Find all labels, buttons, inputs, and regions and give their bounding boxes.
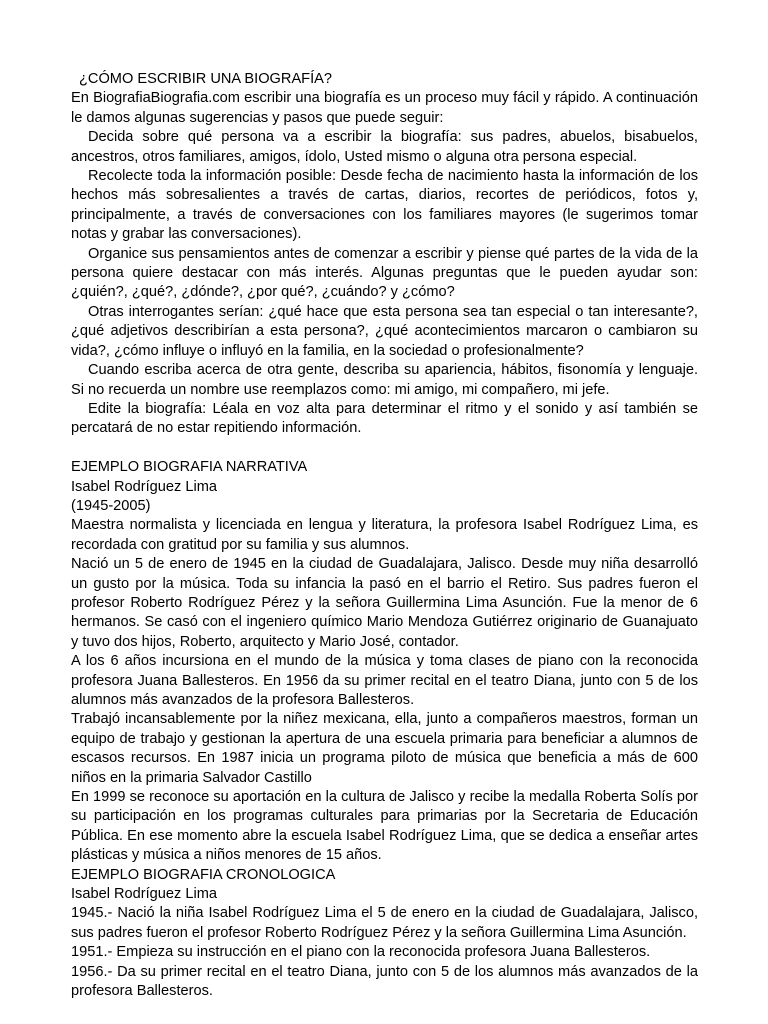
chronological-heading: EJEMPLO BIOGRAFIA CRONOLOGICA (71, 866, 336, 883)
narrative-paragraph: A los 6 años incursiona en el mundo de la música y toma clases de piano con la reconocida profesora Juana Ballesteros. En 1956 da su primer recital en el teatro Diana, junto con 5 de los alumnos más avanzados de la profesora Ballesteros. (71, 653, 698, 708)
narrative-paragraph: Maestra normalista y licenciada en lengua y literatura, la profesora Isabel Rodríguez Lima, es recordada con gratitud por su familia y sus alumnos. (71, 517, 698, 553)
narrative-paragraph: Trabajó incansablemente por la niñez mexicana, ella, junto a compañeros maestros, forman un equipo de trabajo y gestionan la apertura de una escuela primaria para beneficiar a alumnos de escasos recursos. En 1987 inicia un programa piloto de música que beneficia a más de 600 niños en la primaria Salvador Castillo (71, 711, 698, 786)
guide-step: Recolecte toda la información posible: Desde fecha de nacimiento hasta la información de los hechos más sobresalientes a través de cartas, diarios, recortes de periódicos, fotos y, principalmente, a través de conversaciones con los familiares mayores (le sugerimos tomar notas y grabar las conversaciones). (71, 168, 698, 243)
narrative-paragraph: En 1999 se reconoce su aportación en la cultura de Jalisco y recibe la medalla Roberta Solís por su participación en los programas culturales para primarias por la Secretaria de Educación Pública. En ese momento abre la escuela Isabel Rodríguez Lima, que se dedica a enseñar artes plásticas y música a niños menores de 15 años. (71, 789, 698, 864)
chronological-entry: 1956.- Da su primer recital en el teatro Diana, junto con 5 de los alumnos más avanzados de la profesora Ballesteros. (71, 963, 698, 1000)
guide-title: ¿CÓMO ESCRIBIR UNA BIOGRAFÍA? (79, 71, 332, 87)
guide-step: Otras interrogantes serían: ¿qué hace que esta persona sea tan especial o tan interesante?, ¿qué adjetivos describirían a esta persona?, ¿qué acontecimientos marcaron o cambiaron su vida?, ¿cómo influye o influyó en la familia, en la sociedad o profesionalmente? (71, 303, 698, 359)
guide-step: Cuando escriba acerca de otra gente, describa su apariencia, hábitos, fisonomía y lenguaje. Si no recuerda un nombre use reemplazos como: mi amigo, mi compañero, mi jefe. (71, 362, 698, 398)
section-spacer (71, 439, 698, 458)
chronological-name: Isabel Rodríguez Lima (71, 886, 218, 903)
narrative-name: Isabel Rodríguez Lima (71, 478, 218, 495)
guide-step: Edite la biografía: Léala en voz alta para determinar el ritmo y el sonido y así también se percatará de no estar repitiendo información. (71, 400, 698, 437)
document-page (71, 70, 698, 1001)
narrative-heading: EJEMPLO BIOGRAFIA NARRATIVA (71, 459, 308, 476)
guide-step: Organice sus pensamientos antes de comenzar a escribir y piense qué partes de la vida de la persona quiere destacar con más interés. Algunas preguntas que le pueden ayudar son: ¿quién?, ¿qué?, ¿dónde?, ¿por qué?, ¿cuándo? y ¿cómo? (71, 245, 698, 301)
chronological-entry: 1951.- Empieza su instrucción en el piano con la reconocida profesora Juana Ballesteros. (71, 944, 651, 961)
guide-step: Decida sobre qué persona va a escribir la biografía: sus padres, abuelos, bisabuelos, ancestros, otros familiares, amigos, ídolo, Usted mismo o alguna otra persona especial. (71, 129, 698, 165)
guide-intro: En BiografiaBiografia.com escribir una biografía es un proceso muy fácil y rápido. A continuación le damos algunas sugerencias y pasos que puede seguir: (71, 90, 698, 126)
chronological-entry: 1945.- Nació la niña Isabel Rodríguez Lima el 5 de enero en la ciudad de Guadalajara, Jalisco, sus padres fueron el profesor Roberto Rodríguez Pérez y la señora Guillermina Lima Asunción. (71, 905, 698, 941)
narrative-years: (1945-2005) (71, 497, 151, 514)
narrative-paragraph: Nació un 5 de enero de 1945 en la ciudad de Guadalajara, Jalisco. Desde muy niña desarrolló un gusto por la música. Toda su infancia la pasó en el barrio el Retiro. Sus padres fueron el profesor Roberto Rodríguez Pérez y la señora Guillermina Lima Asunción. Fue la menor de 6 hermanos. Se casó con el ingeniero químico Mario Mendoza Gutiérrez originario de Guanajuato y tuvo dos hijos, Roberto, arquitecto y Mario José, contador. (71, 556, 698, 650)
